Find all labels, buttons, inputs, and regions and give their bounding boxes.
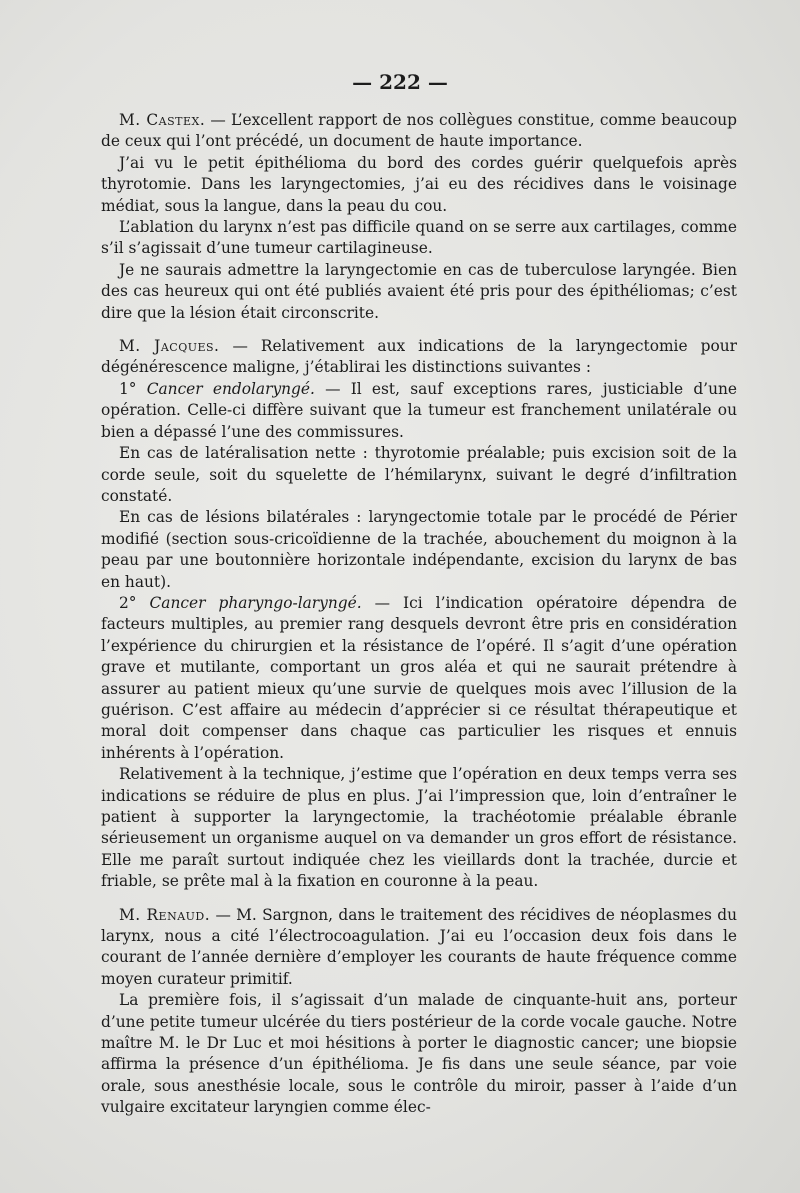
paragraph: En cas de latéralisation nette : thyrotomie préalable; puis excision soit de la corde seule, soit du squelette de l’hémilarynx, suivant le degré d’infiltration constaté. — [101, 444, 737, 505]
list-number: 1° — [119, 379, 147, 398]
speaker-name: M. Renaud. — [119, 905, 211, 924]
paragraph — [101, 336, 737, 379]
page-body — [101, 110, 737, 1119]
paragraph — [101, 110, 737, 153]
paragraph — [101, 593, 737, 764]
paragraph: La première fois, il s’agissait d’un malade de cinquante-huit ans, porteur d’une petite tumeur ulcérée du tiers postérieur de la corde vocale gauche. Notre maître M. le Dr Luc et moi hésitions à porter le diagnostic cancer; une biopsie affirma la présence d’un épithélioma. Je fis dans une seule séance, par voie orale, sous anesthésie locale, sous le contrôle du miroir, passer à l’aide d’un vulgaire excitateur laryngien comme élec- — [101, 991, 737, 1117]
page-number: — 222 — — [352, 70, 448, 94]
paragraph-text: — Relativement aux indications de la laryngectomie pour dégénérescence maligne, j’établirai les distinctions suivantes : — [101, 337, 737, 377]
speaker-name: M. Castex. — [119, 111, 206, 129]
paragraph: J’ai vu le petit épithélioma du bord des cordes guérir quelquefois après thyrotomie. Dans les laryngectomies, j’ai eu des récidives dans le voisinage médiat, sous la langue, dans la peau du cou. — [101, 153, 737, 215]
paragraph-text: — Ici l’indication opératoire dépendra de facteurs multiples, au premier rang desquels devront être pris en considération l’expérience du chirurgien et la résistance de l’opéré. Il s’agit d’une opération grave et mutilante, comportant un gros aléa et qui ne saurait prétendre à assurer au patient mieux qu’une survie de quelques mois avec l’illusion de la guérison. C’est affaire au médecin d’apprécier si ce résultat thérapeutique et moral doit compenser dans chaque cas particulier les risques et ennuis inhérents à l’opération. — [101, 593, 737, 762]
list-number: 2° — [119, 593, 150, 612]
paragraph-text: — Il est, sauf exceptions rares, justiciable d’une opération. Celle-ci diffère suivant que la tumeur est franchement unilatérale ou bien a dépassé l’une des commissures. — [101, 379, 738, 441]
subsection-title: Cancer pharyngo-laryngé. — [149, 593, 362, 612]
paragraph — [101, 379, 737, 443]
paragraph-text: — M. Sargnon, dans le traitement des récidives de néoplasmes du larynx, nous a cité l’électrocoagulation. J’ai eu l’occasion deux fois dans le courant de l’année dernière d’employer les courants de haute fréquence comme moyen curateur primitif. — [101, 905, 737, 988]
paragraph: L’ablation du larynx n’est pas difficile quand on se serre aux cartilages, comme s’il s’agissait d’une tumeur cartilagineuse. — [101, 218, 737, 258]
paragraph: Je ne saurais admettre la laryngectomie en cas de tuberculose laryngée. Bien des cas heureux qui ont été publiés avaient été pris pour des épithéliomas; c’est dire que la lésion était circonscrite. — [101, 260, 737, 322]
speaker-name: M. Jacques. — [119, 337, 220, 356]
paragraph — [101, 905, 737, 991]
paragraph-text: — L’excellent rapport de nos collègues constitue, comme beaucoup de ceux qui l’ont précédé, un document de haute importance. — [101, 111, 737, 151]
subsection-title: Cancer endolaryngé. — [146, 379, 315, 398]
paragraph: En cas de lésions bilatérales : laryngectomie totale par le procédé de Périer modifié (section sous-cricoïdienne de la trachée, abouchement du moignon à la peau par une boutonnière horizontale indépendante, excision du larynx de bas en haut). — [101, 508, 737, 591]
paragraph: Relativement à la technique, j’estime que l’opération en deux temps verra ses indications se réduire de plus en plus. J’ai l’impression que, loin d’entraîner le patient à supporter la laryngectomie, la trachéotomie préalable ébranle sérieusement un organisme auquel on va demander un gros effort de résistance. Elle me paraît surtout indiquée chez les vieillards dont la trachée, durcie et friable, se prête mal à la fixation en couronne à la peau. — [101, 765, 737, 891]
